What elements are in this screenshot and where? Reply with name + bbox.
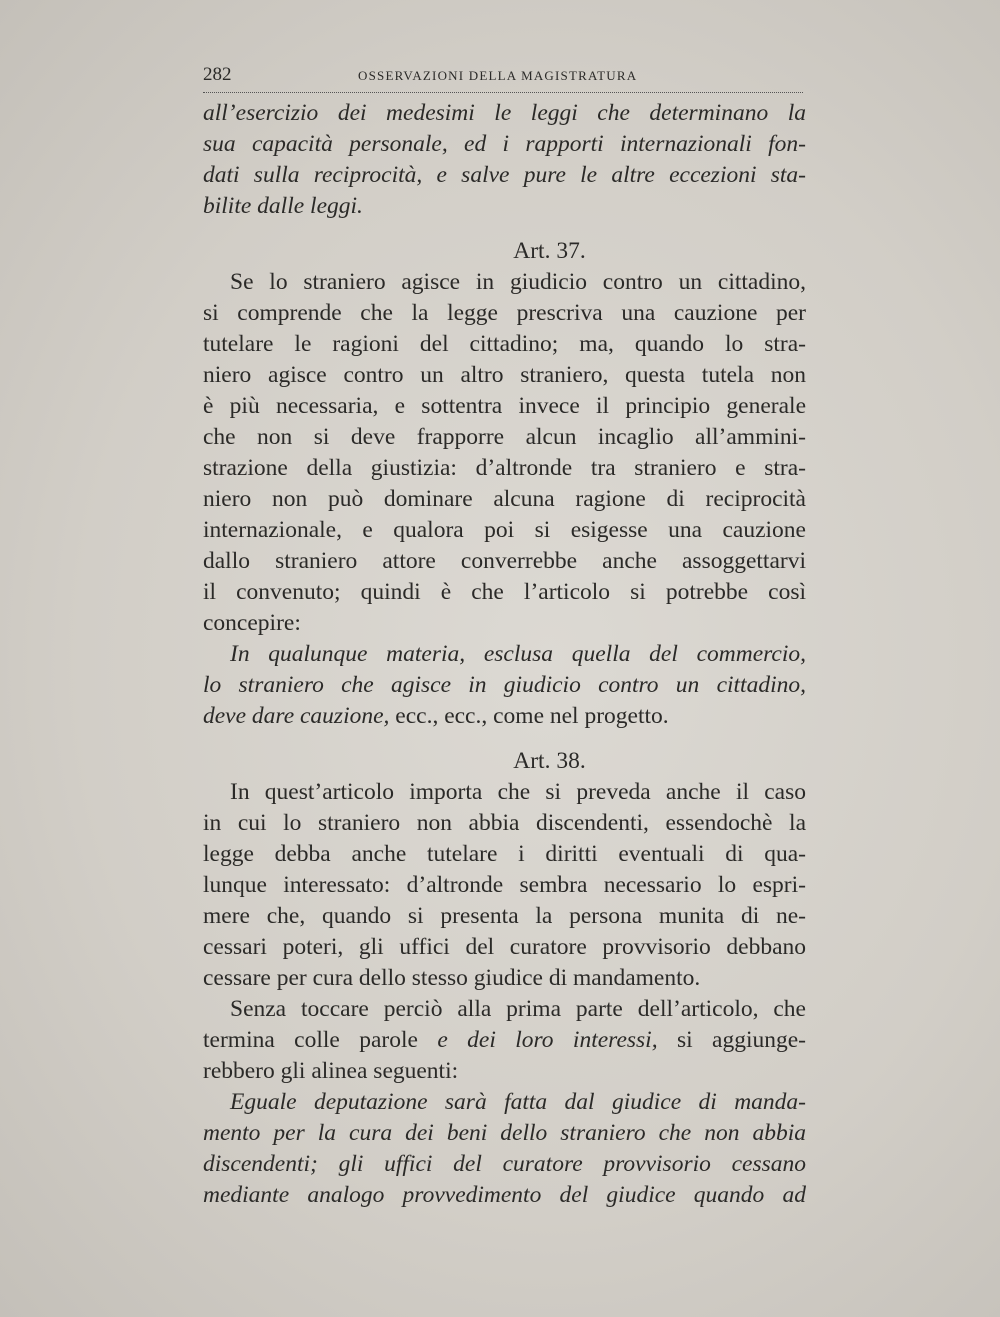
page-number: 282 [203, 64, 232, 85]
text-line: in cui lo straniero non abbia discendenti, essendochè la [203, 810, 806, 836]
text-line: legge debba anche tutelare i diritti eventuali di qua- [203, 841, 806, 867]
quote-line: discendenti; gli uffici del curatore provvisorio cessano [203, 1151, 806, 1177]
text-line: il convenuto; quindi è che l’articolo si potrebbe così [203, 579, 806, 605]
page-header [203, 62, 803, 93]
text-line: Se lo straniero agisce in giudicio contro un cittadino, [230, 269, 806, 295]
text-line: bilite dalle leggi. [203, 193, 363, 219]
text-line: all’esercizio dei medesimi le leggi che determinano la [203, 100, 806, 126]
text-line: Senza toccare perciò alla prima parte dell’articolo, che [230, 996, 806, 1022]
quote-line: Eguale deputazione sarà fatta dal giudice di manda- [230, 1089, 806, 1115]
quote-roman-part: ecc., ecc., come nel progetto. [389, 703, 669, 729]
text-line: internazionale, e qualora poi si esigesse una cauzione [203, 517, 806, 543]
text-line: lunque interessato: d’altronde sembra necessario lo espri- [203, 872, 806, 898]
text-line: cessari poteri, gli uffici del curatore provvisorio debbano [203, 934, 806, 960]
text-line: sua capacità personale, ed i rapporti internazionali fon- [203, 131, 806, 157]
text-line: dati sulla reciprocità, e salve pure le altre eccezioni sta- [203, 162, 806, 188]
quote-line: lo straniero che agisce in giudicio contro un cittadino, [203, 672, 806, 698]
text-line: termina colle parole e dei loro interessi, si aggiunge- [203, 1027, 806, 1053]
text-line: è più necessaria, e sottentra invece il principio generale [203, 393, 806, 419]
quote-line: mediante analogo provvedimento del giudice quando ad [203, 1182, 806, 1208]
page-body [203, 98, 806, 1211]
article-37-heading: Art. 37. [513, 238, 586, 264]
article-38-heading: Art. 38. [513, 748, 586, 774]
text-line: si comprende che la legge prescriva una cauzione per [203, 300, 806, 326]
text-line: dallo straniero attore converrebbe anche assoggettarvi [203, 548, 806, 574]
text-line: strazione della giustizia: d’altronde tra straniero e stra- [203, 455, 806, 481]
text-line: In quest’articolo importa che si preveda anche il caso [230, 779, 806, 805]
italic-phrase: e dei loro interessi, [437, 1027, 658, 1053]
text-line: che non si deve frapporre alcun incaglio all’ammini- [203, 424, 806, 450]
text-line: rebbero gli alinea seguenti: [203, 1058, 459, 1084]
quote-line: In qualunque materia, esclusa quella del commercio, [230, 641, 806, 667]
quote-line: mento per la cura dei beni dello straniero che non abbia [203, 1120, 806, 1146]
text-line: mere che, quando si presenta la persona munita di ne- [203, 903, 806, 929]
text-line: niero agisce contro un altro straniero, questa tutela non [203, 362, 806, 388]
quote-italic-part: deve dare cauzione, [203, 703, 390, 729]
quote-line [203, 701, 806, 732]
running-title: OSSERVAZIONI DELLA MAGISTRATURA [358, 68, 638, 83]
text-line: concepire: [203, 610, 301, 636]
text-line: cessare per cura dello stesso giudice di mandamento. [203, 965, 701, 991]
text-line: tutelare le ragioni del cittadino; ma, quando lo stra- [203, 331, 806, 357]
text-line: niero non può dominare alcuna ragione di reciprocità [203, 486, 806, 512]
